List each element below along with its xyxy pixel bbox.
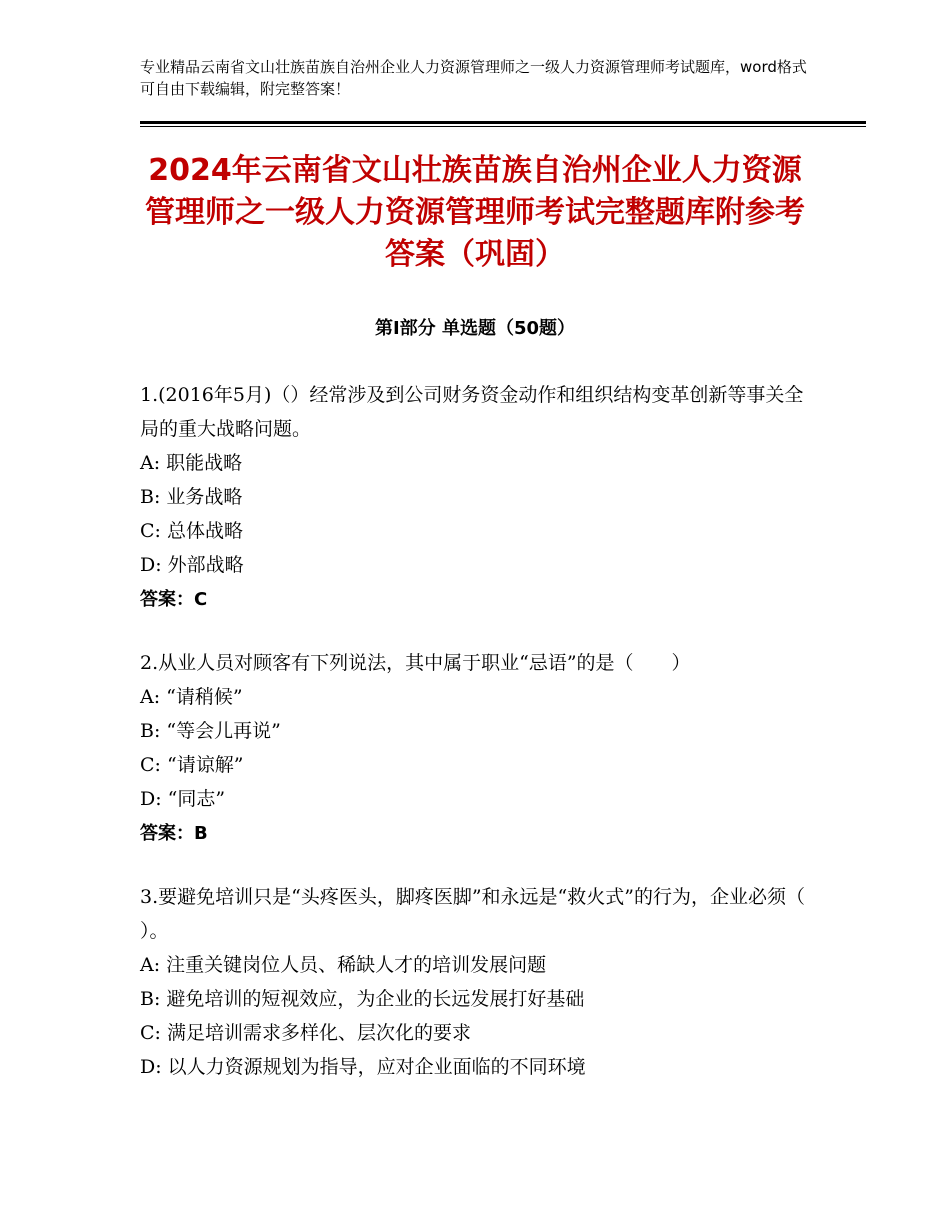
question-1: [140, 378, 810, 618]
question-3: [140, 880, 810, 1084]
option-d: D: 外部战略: [140, 554, 244, 576]
option-b: B: 避免培训的短视效应，为企业的长远发展打好基础: [140, 988, 585, 1010]
question-list: [140, 378, 810, 1084]
section-title: 第Ⅰ部分 单选题（50题）: [374, 318, 575, 339]
question-stem: 2.从业人员对顾客有下列说法，其中属于职业“忌语”的是（ ）: [140, 652, 691, 674]
option-b: B: 业务战略: [140, 486, 243, 508]
option-a: A: 注重关键岗位人员、稀缺人才的培训发展问题: [140, 954, 547, 976]
option-b: B: “等会儿再说”: [140, 720, 281, 742]
header-rule-thick: [140, 121, 866, 124]
question-2: [140, 646, 810, 852]
header-note: 专业精品云南省文山壮族苗族自治州企业人力资源管理师之一级人力资源管理师考试题库，word格式可自由下载编辑，附完整答案！: [140, 58, 807, 98]
option-d: D: “同志”: [140, 788, 226, 810]
option-c: C: 满足培训需求多样化、层次化的要求: [140, 1022, 471, 1044]
option-d: D: 以人力资源规划为指导，应对企业面临的不同环境: [140, 1056, 586, 1078]
question-stem: 3.要避免培训只是“头疼医头，脚疼医脚”和永远是“救火式”的行为，企业必须（ ）。: [140, 886, 805, 942]
answer-label: 答案：B: [140, 823, 208, 844]
option-c: C: “请谅解”: [140, 754, 244, 776]
option-a: A: 职能战略: [140, 452, 243, 474]
option-a: A: “请稍候”: [140, 686, 243, 708]
header-rule-thin: [140, 126, 866, 127]
option-c: C: 总体战略: [140, 520, 243, 542]
document-title: 2024年云南省文山壮族苗族自治州企业人力资源管理师之一级人力资源管理师考试完整题库附参考答案（巩固）: [145, 153, 805, 272]
question-stem: 1.(2016年5月)（）经常涉及到公司财务资金动作和组织结构变革创新等事关全局的重大战略问题。: [140, 384, 804, 440]
answer-label: 答案：C: [140, 589, 208, 610]
